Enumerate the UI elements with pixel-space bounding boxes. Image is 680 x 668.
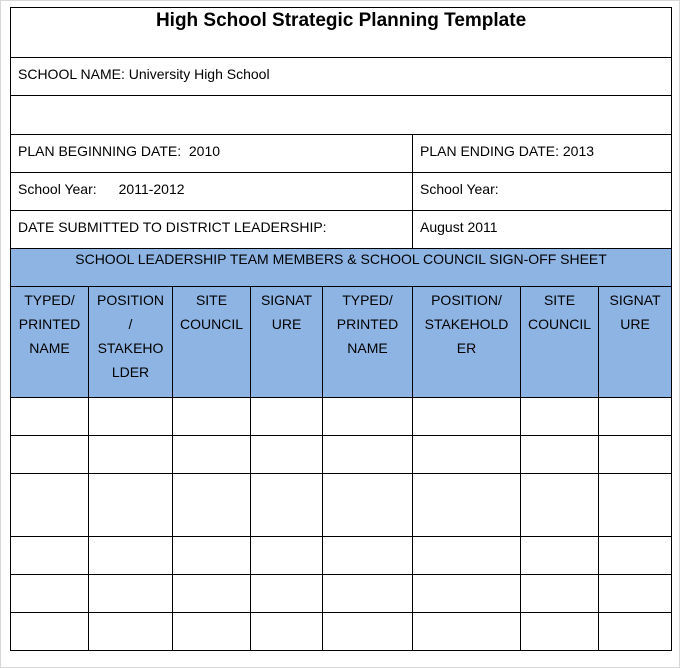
table-cell[interactable] — [251, 537, 323, 575]
table-cell[interactable] — [599, 537, 672, 575]
table-cell[interactable] — [323, 575, 413, 613]
col-header-position-2: POSITION/ STAKEHOLD ER — [413, 287, 521, 398]
plan-ending-label: PLAN ENDING DATE: — [420, 143, 559, 159]
school-year-right-label: School Year: — [420, 181, 499, 197]
plan-beginning-cell[interactable] — [11, 135, 413, 173]
table-row — [11, 436, 672, 474]
plan-beginning-value: 2010 — [188, 143, 221, 159]
planning-table — [10, 7, 672, 651]
plan-beginning-label: PLAN BEGINNING DATE: — [18, 143, 182, 159]
table-cell[interactable] — [323, 613, 413, 651]
table-cell[interactable] — [521, 474, 599, 537]
table-cell[interactable] — [173, 398, 251, 436]
table-row — [11, 575, 672, 613]
col-header-position: POSITION / STAKEHO LDER — [89, 287, 173, 398]
table-cell[interactable] — [323, 398, 413, 436]
table-cell[interactable] — [11, 474, 89, 537]
table-cell[interactable] — [89, 436, 173, 474]
date-submitted-value: August 2011 — [420, 219, 498, 235]
signoff-header-row — [11, 287, 672, 398]
date-submitted-value-cell[interactable] — [413, 211, 672, 249]
table-cell[interactable] — [251, 398, 323, 436]
col-header-signature: SIGNAT URE — [251, 287, 323, 398]
table-cell[interactable] — [599, 436, 672, 474]
table-cell[interactable] — [599, 575, 672, 613]
table-cell[interactable] — [11, 613, 89, 651]
table-cell[interactable] — [323, 436, 413, 474]
table-cell[interactable] — [521, 537, 599, 575]
table-cell[interactable] — [11, 398, 89, 436]
school-year-left-label: School Year: — [18, 181, 97, 197]
table-cell[interactable] — [599, 474, 672, 537]
table-cell[interactable] — [89, 398, 173, 436]
table-cell[interactable] — [11, 575, 89, 613]
table-cell[interactable] — [89, 575, 173, 613]
table-cell[interactable] — [413, 537, 521, 575]
page-title: High School Strategic Planning Template — [11, 8, 672, 58]
table-cell[interactable] — [173, 575, 251, 613]
table-cell[interactable] — [89, 613, 173, 651]
table-row — [11, 537, 672, 575]
school-year-left-value: 2011-2012 — [118, 181, 185, 197]
table-row — [11, 613, 672, 651]
table-cell[interactable] — [323, 474, 413, 537]
col-header-typed-name: TYPED/ PRINTED NAME — [11, 287, 89, 398]
school-name-cell[interactable] — [11, 58, 672, 96]
col-header-site-council-2: SITE COUNCIL — [521, 287, 599, 398]
table-cell[interactable] — [521, 575, 599, 613]
plan-ending-cell[interactable] — [413, 135, 672, 173]
table-cell[interactable] — [413, 398, 521, 436]
table-cell[interactable] — [323, 537, 413, 575]
table-cell[interactable] — [251, 575, 323, 613]
table-cell[interactable] — [413, 575, 521, 613]
col-header-typed-name-2: TYPED/ PRINTED NAME — [323, 287, 413, 398]
date-submitted-cell — [11, 211, 413, 249]
table-cell[interactable] — [521, 398, 599, 436]
table-cell[interactable] — [11, 537, 89, 575]
table-cell[interactable] — [173, 613, 251, 651]
school-year-left-cell[interactable] — [11, 173, 413, 211]
table-cell[interactable] — [251, 474, 323, 537]
table-cell[interactable] — [599, 398, 672, 436]
table-cell[interactable] — [173, 474, 251, 537]
table-cell[interactable] — [413, 474, 521, 537]
blank-row[interactable] — [11, 96, 672, 135]
table-cell[interactable] — [89, 474, 173, 537]
table-row — [11, 474, 672, 537]
table-cell[interactable] — [173, 436, 251, 474]
signoff-banner: SCHOOL LEADERSHIP TEAM MEMBERS & SCHOOL COUNCIL SIGN-OFF SHEET — [11, 249, 672, 287]
table-cell[interactable] — [11, 436, 89, 474]
school-year-right-cell[interactable] — [413, 173, 672, 211]
table-cell[interactable] — [173, 537, 251, 575]
plan-ending-value: 2013 — [562, 143, 595, 159]
table-cell[interactable] — [413, 613, 521, 651]
table-cell[interactable] — [251, 613, 323, 651]
date-submitted-label: DATE SUBMITTED TO DISTRICT LEADERSHIP: — [18, 219, 327, 235]
table-cell[interactable] — [251, 436, 323, 474]
school-name-label: SCHOOL NAME: — [18, 66, 125, 82]
table-row — [11, 398, 672, 436]
table-cell[interactable] — [89, 537, 173, 575]
table-cell[interactable] — [521, 436, 599, 474]
planning-template — [10, 7, 670, 651]
table-cell[interactable] — [599, 613, 672, 651]
col-header-signature-2: SIGNAT URE — [599, 287, 672, 398]
table-cell[interactable] — [413, 436, 521, 474]
table-cell[interactable] — [521, 613, 599, 651]
col-header-site-council: SITE COUNCIL — [173, 287, 251, 398]
school-name-value: University High School — [128, 66, 270, 82]
